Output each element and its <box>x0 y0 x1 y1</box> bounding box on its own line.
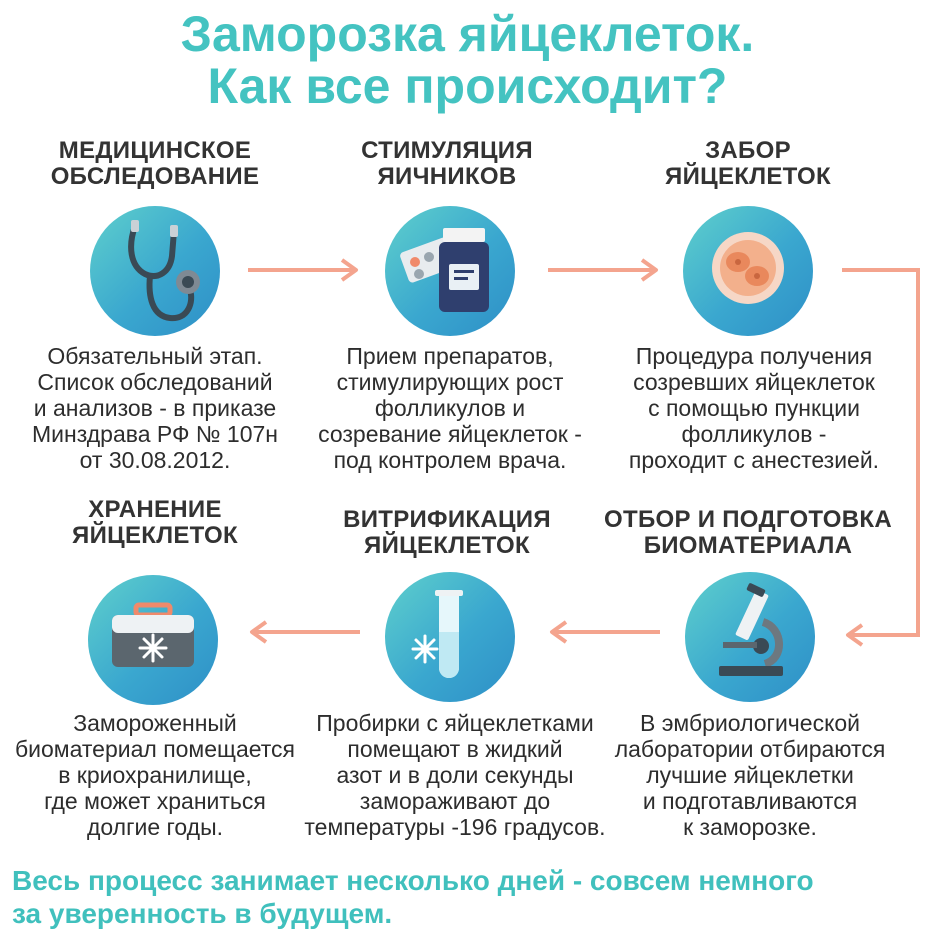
step-4-description: В эмбриологической лаборатории отбираются лучшие яйцеклетки и подготавливаются к заморозке. <box>614 710 886 840</box>
step-3-icon-circle <box>683 206 813 336</box>
arrow-right-2-icon <box>546 258 662 282</box>
step-2-title: СТИМУЛЯЦИЯ ЯИЧНИКОВ <box>361 137 533 190</box>
medication-icon <box>385 206 515 336</box>
step-5-title: ВИТРИФИКАЦИЯ ЯЙЦЕКЛЕТОК <box>343 506 551 559</box>
page-title-line2: Как все происходит? <box>207 58 728 114</box>
step-1-title: МЕДИЦИНСКОЕ ОБСЛЕДОВАНИЕ <box>50 137 260 190</box>
step-5-icon-circle <box>385 572 515 702</box>
step-1-icon-circle <box>90 206 220 336</box>
step-5-description: Пробирки с яйцеклетками помещают в жидкий азот и в доли секунды замораживают до температуры -196 градусов. <box>304 710 606 840</box>
step-3-description: Процедура получения созревших яйцеклеток с помощью пункции фолликулов - проходит с анестезией. <box>628 343 880 473</box>
cryo-storage-icon <box>88 575 218 705</box>
arrow-right-1-icon <box>246 258 362 282</box>
step-4-title: ОТБОР И ПОДГОТОВКА БИОМАТЕРИАЛА <box>604 506 892 559</box>
arrow-left-2-icon <box>246 620 362 644</box>
test-tube-icon <box>385 572 515 702</box>
step-2-icon-circle <box>385 206 515 336</box>
page-title-line1: Заморозка яйцеклеток. <box>180 6 755 62</box>
stethoscope-icon <box>90 206 220 336</box>
step-3-title: ЗАБОР ЯЙЦЕКЛЕТОК <box>665 137 831 190</box>
step-2-description: Прием препаратов, стимулирующих рост фолликулов и созревание яйцеклеток - под контролем врача. <box>318 343 582 473</box>
arrow-corner-down-left-icon <box>830 260 930 650</box>
arrow-left-1-icon <box>546 620 662 644</box>
step-6-icon-circle <box>88 575 218 705</box>
footer-note: Весь процесс занимает несколько дней - совсем немного за уверенность в будущем. <box>12 865 814 929</box>
step-6-title: ХРАНЕНИЕ ЯЙЦЕКЛЕТОК <box>72 496 238 549</box>
step-4-icon-circle <box>685 572 815 702</box>
step-6-description: Замороженный биоматериал помещается в криохранилище, где может храниться долгие годы. <box>14 710 296 840</box>
egg-cell-icon <box>683 206 813 336</box>
step-1-description: Обязательный этап. Список обследований и анализов - в приказе Минздрава РФ № 107н от 30.08.2012. <box>32 343 278 473</box>
microscope-icon <box>685 572 815 702</box>
